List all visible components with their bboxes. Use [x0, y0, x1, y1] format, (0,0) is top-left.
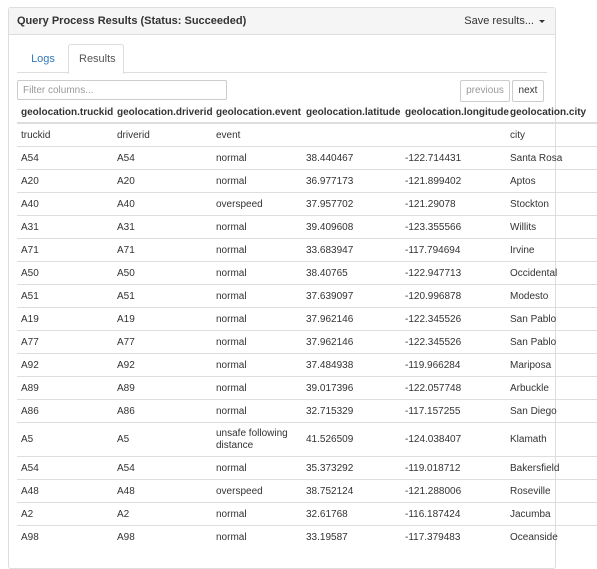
table-cell: city	[506, 123, 597, 147]
panel-heading	[9, 8, 555, 35]
table-row	[17, 285, 597, 308]
table-header-row	[17, 102, 597, 123]
table-cell: A92	[17, 354, 113, 377]
table-row	[17, 480, 597, 503]
column-header[interactable]: geolocation.truckid	[17, 102, 113, 123]
table-cell: normal	[212, 308, 302, 331]
table-cell: A31	[113, 216, 212, 239]
table-cell: A92	[113, 354, 212, 377]
table-row	[17, 193, 597, 216]
table-cell: A86	[17, 400, 113, 423]
table-row	[17, 377, 597, 400]
table-cell: 32.715329	[302, 400, 401, 423]
table-cell: A51	[17, 285, 113, 308]
tab-logs[interactable]: Logs	[31, 53, 55, 65]
table-row	[17, 400, 597, 423]
table-cell: A40	[113, 193, 212, 216]
table-cell: normal	[212, 239, 302, 262]
table-cell: Occidental	[506, 262, 597, 285]
tab-results[interactable]: Results	[68, 44, 124, 74]
table-cell: normal	[212, 285, 302, 308]
results-table-container[interactable]	[17, 102, 587, 562]
panel-title: Query Process Results (Status: Succeeded)	[17, 15, 247, 27]
table-cell: truckid	[17, 123, 113, 147]
table-cell	[302, 123, 401, 147]
previous-button[interactable]: previous	[460, 80, 510, 102]
table-row	[17, 147, 597, 170]
save-results-label: Save results...	[464, 15, 534, 27]
next-button[interactable]: next	[512, 80, 544, 102]
save-results-button[interactable]	[464, 15, 545, 27]
table-cell: 37.962146	[302, 331, 401, 354]
table-cell: Oceanside	[506, 526, 597, 549]
table-cell: -117.794694	[401, 239, 506, 262]
table-cell: Roseville	[506, 480, 597, 503]
table-cell: A19	[113, 308, 212, 331]
table-row	[17, 308, 597, 331]
table-cell: A20	[113, 170, 212, 193]
table-cell: -121.899402	[401, 170, 506, 193]
table-cell: San Pablo	[506, 308, 597, 331]
table-cell: A77	[113, 331, 212, 354]
table-row	[17, 239, 597, 262]
table-cell: -116.187424	[401, 503, 506, 526]
table-cell	[401, 123, 506, 147]
table-cell: A51	[113, 285, 212, 308]
caret-down-icon	[539, 20, 545, 23]
table-cell: Bakersfield	[506, 457, 597, 480]
table-cell: -120.996878	[401, 285, 506, 308]
table-cell: normal	[212, 354, 302, 377]
table-cell: -117.379483	[401, 526, 506, 549]
table-cell: -122.345526	[401, 308, 506, 331]
table-cell: A89	[17, 377, 113, 400]
table-cell: normal	[212, 503, 302, 526]
table-cell: normal	[212, 331, 302, 354]
table-cell: unsafe following distance	[212, 423, 302, 457]
table-cell: 32.61768	[302, 503, 401, 526]
table-cell: A5	[17, 423, 113, 457]
table-cell: Willits	[506, 216, 597, 239]
table-cell: A31	[17, 216, 113, 239]
table-cell: -122.947713	[401, 262, 506, 285]
table-cell: normal	[212, 377, 302, 400]
table-row	[17, 354, 597, 377]
filter-columns-input[interactable]	[17, 80, 227, 100]
table-cell: A71	[17, 239, 113, 262]
table-cell: 37.962146	[302, 308, 401, 331]
table-cell: A2	[113, 503, 212, 526]
table-cell: A54	[113, 457, 212, 480]
table-cell: A48	[17, 480, 113, 503]
table-row	[17, 123, 597, 147]
table-cell: normal	[212, 147, 302, 170]
table-row	[17, 170, 597, 193]
table-cell: Aptos	[506, 170, 597, 193]
table-cell: 37.957702	[302, 193, 401, 216]
table-cell: A2	[17, 503, 113, 526]
table-cell: -119.018712	[401, 457, 506, 480]
table-cell: -122.345526	[401, 331, 506, 354]
table-cell: San Diego	[506, 400, 597, 423]
table-row	[17, 503, 597, 526]
table-cell: 37.484938	[302, 354, 401, 377]
table-row	[17, 457, 597, 480]
table-cell: -124.038407	[401, 423, 506, 457]
table-cell: 38.440467	[302, 147, 401, 170]
table-cell: 33.19587	[302, 526, 401, 549]
table-cell: A20	[17, 170, 113, 193]
table-cell: 38.752124	[302, 480, 401, 503]
table-cell: A50	[113, 262, 212, 285]
table-cell: -122.057748	[401, 377, 506, 400]
table-cell: overspeed	[212, 480, 302, 503]
table-cell: A77	[17, 331, 113, 354]
results-table	[17, 102, 597, 548]
table-cell: A54	[113, 147, 212, 170]
table-cell: A48	[113, 480, 212, 503]
table-cell: -119.966284	[401, 354, 506, 377]
table-cell: Stockton	[506, 193, 597, 216]
results-panel	[8, 7, 587, 569]
column-header[interactable]: geolocation.latitude	[302, 102, 401, 123]
table-cell: Klamath	[506, 423, 597, 457]
table-cell: San Pablo	[506, 331, 597, 354]
table-cell: A86	[113, 400, 212, 423]
table-cell: 33.683947	[302, 239, 401, 262]
table-cell: A54	[17, 147, 113, 170]
table-cell: A50	[17, 262, 113, 285]
column-header[interactable]: geolocation.driverid	[113, 102, 212, 123]
table-cell: 39.409608	[302, 216, 401, 239]
table-cell: overspeed	[212, 193, 302, 216]
table-cell: A5	[113, 423, 212, 457]
table-cell: 38.40765	[302, 262, 401, 285]
table-cell: A98	[113, 526, 212, 549]
table-cell: 36.977173	[302, 170, 401, 193]
table-cell: -123.355566	[401, 216, 506, 239]
table-cell: A89	[113, 377, 212, 400]
table-cell: 41.526509	[302, 423, 401, 457]
table-cell: event	[212, 123, 302, 147]
table-row	[17, 262, 597, 285]
table-cell: 35.373292	[302, 457, 401, 480]
table-cell: Arbuckle	[506, 377, 597, 400]
table-cell: -117.157255	[401, 400, 506, 423]
table-cell: Santa Rosa	[506, 147, 597, 170]
table-cell: normal	[212, 457, 302, 480]
table-cell: 39.017396	[302, 377, 401, 400]
table-cell: normal	[212, 400, 302, 423]
table-cell: A71	[113, 239, 212, 262]
table-cell: normal	[212, 262, 302, 285]
table-cell: A98	[17, 526, 113, 549]
column-header[interactable]: geolocation.event	[212, 102, 302, 123]
table-cell: Modesto	[506, 285, 597, 308]
table-cell: normal	[212, 526, 302, 549]
table-row	[17, 331, 597, 354]
column-header[interactable]: geolocation.longitude	[401, 102, 506, 123]
tab-bar	[17, 44, 547, 73]
table-cell: A40	[17, 193, 113, 216]
table-row	[17, 526, 597, 549]
table-cell: A19	[17, 308, 113, 331]
table-row	[17, 216, 597, 239]
table-cell: Jacumba	[506, 503, 597, 526]
column-header[interactable]: geolocation.city	[506, 102, 597, 123]
table-cell: -122.714431	[401, 147, 506, 170]
table-cell: A54	[17, 457, 113, 480]
table-cell: -121.288006	[401, 480, 506, 503]
table-cell: Mariposa	[506, 354, 597, 377]
table-cell: driverid	[113, 123, 212, 147]
table-cell: 37.639097	[302, 285, 401, 308]
table-cell: -121.29078	[401, 193, 506, 216]
table-cell: Irvine	[506, 239, 597, 262]
table-cell: normal	[212, 170, 302, 193]
table-row	[17, 423, 597, 457]
table-cell: normal	[212, 216, 302, 239]
